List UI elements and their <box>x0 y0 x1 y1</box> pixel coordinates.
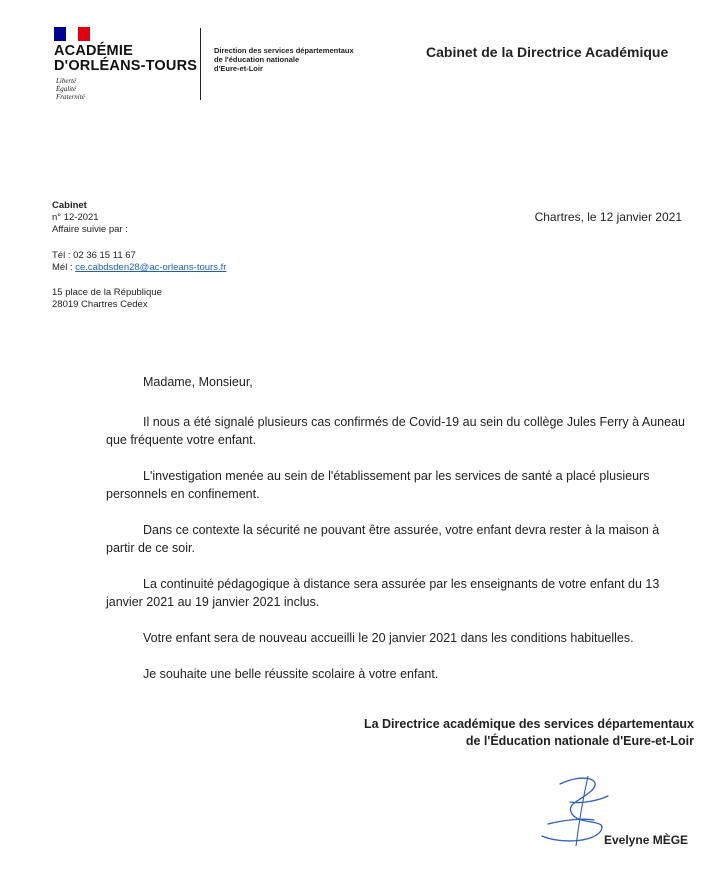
sender-mel <box>52 262 226 274</box>
p2-line2: personnels en confinement. <box>106 487 260 501</box>
motto-liberte: Liberté <box>56 77 77 85</box>
direction-line2: de l'éducation nationale <box>214 55 300 64</box>
p3-line2: partir de ce soir. <box>106 541 195 555</box>
paragraph-5: Votre enfant sera de nouveau accueilli le 20 janvier 2021 dans les conditions habituelles. <box>143 631 634 645</box>
p3-line1: Dans ce contexte la sécurité ne pouvant être assurée, votre enfant devra rester à la maison à <box>143 523 660 537</box>
sender-address-block <box>52 287 162 311</box>
sender-reference-block <box>52 200 128 236</box>
mel-label: Mél : <box>52 262 76 273</box>
paragraph-6: Je souhaite une belle réussite scolaire à votre enfant. <box>143 667 439 681</box>
signatory-title-line2: de l'Éducation nationale d'Eure-et-Loir <box>465 734 694 748</box>
paragraph-3 <box>106 521 694 557</box>
academie-line1: ACADÉMIE <box>54 43 133 59</box>
motto-fraternite: Fraternité <box>56 93 85 101</box>
sender-affaire: Affaire suivie par : <box>52 224 128 235</box>
signatory-title-line1: La Directrice académique des services départementaux <box>363 717 694 731</box>
direction-name <box>214 46 354 73</box>
sender-reference: n° 12-2021 <box>52 212 99 223</box>
p1-line2: que fréquente votre enfant. <box>106 433 257 447</box>
sender-tel: Tél : 02 36 15 11 67 <box>52 250 136 261</box>
direction-line1: Direction des services départementaux <box>214 46 354 55</box>
paragraph-4 <box>106 575 694 611</box>
p4-line2: janvier 2021 au 19 janvier 2021 inclus. <box>106 595 320 609</box>
email-link[interactable]: ce.cabdsden28@ac-orleans-tours.fr <box>75 262 227 273</box>
motto-egalite: Égalité <box>56 85 77 93</box>
address-line2: 28019 Chartres Cedex <box>52 299 148 310</box>
academie-logo-text <box>54 44 197 74</box>
header-divider <box>200 28 201 100</box>
address-line1: 15 place de la République <box>52 287 162 298</box>
p4-line1: La continuité pédagogique à distance sera assurée par les enseignants de votre enfant du 13 <box>143 577 660 591</box>
cabinet-title: Cabinet de la Directrice Académique <box>426 44 669 60</box>
letter-date: Chartres, le 12 janvier 2021 <box>534 210 682 224</box>
sender-contact-block <box>52 250 226 274</box>
republic-flag-icon <box>54 27 90 41</box>
paragraph-2 <box>106 467 694 503</box>
paragraph-1 <box>106 413 694 449</box>
salutation: Madame, Monsieur, <box>143 375 253 389</box>
republic-motto <box>56 77 85 101</box>
academie-line2: D'ORLÉANS-TOURS <box>54 58 198 74</box>
p2-line1: L'investigation menée au sein de l'établissement par les services de santé a placé plusieurs <box>143 469 650 483</box>
sender-service: Cabinet <box>52 200 87 211</box>
signatory-title <box>364 716 694 750</box>
direction-line3: d'Eure-et-Loir <box>214 64 263 73</box>
signatory-name: Evelyne MÈGE <box>604 833 689 847</box>
p1-line1: Il nous a été signalé plusieurs cas confirmés de Covid-19 au sein du collège Jules Ferry à Auneau <box>143 415 685 429</box>
